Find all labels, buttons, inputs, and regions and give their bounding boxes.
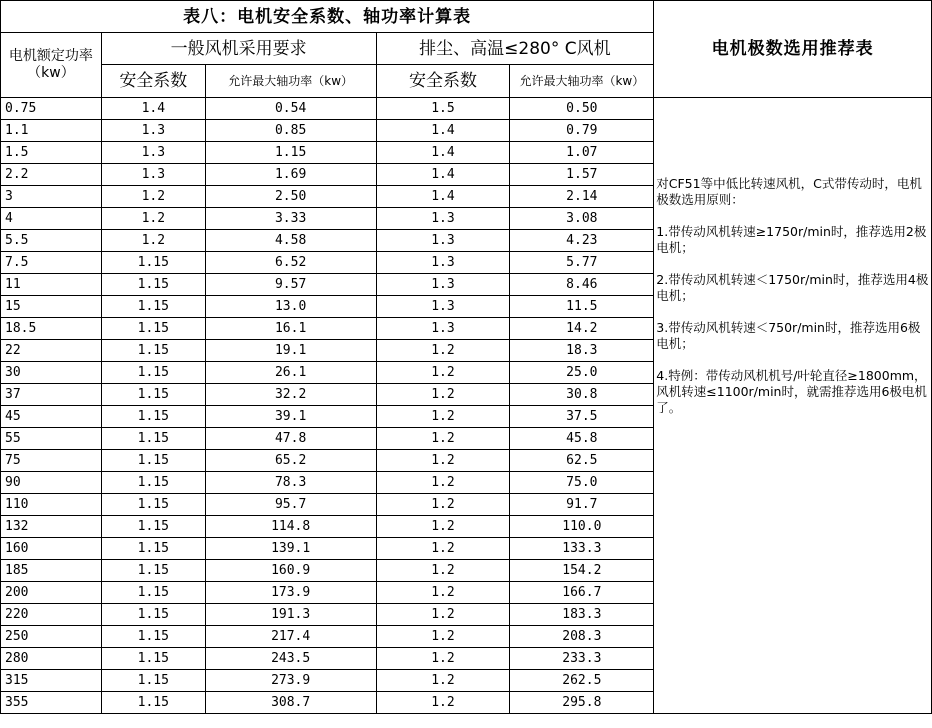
max-shaft-power-general-cell: 114.8: [205, 516, 376, 538]
safety-factor-general-cell: 1.15: [101, 362, 205, 384]
safety-factor-general-cell: 1.15: [101, 648, 205, 670]
max-shaft-power-general-cell: 3.33: [205, 208, 376, 230]
max-shaft-power-exhaust-cell: 5.77: [510, 252, 654, 274]
safety-factor-general-cell: 1.3: [101, 142, 205, 164]
max-shaft-power-exhaust-cell: 208.3: [510, 626, 654, 648]
max-shaft-power-exhaust-cell: 154.2: [510, 560, 654, 582]
safety-factor-exhaust-cell: 1.2: [376, 340, 510, 362]
max-shaft-power-general-cell: 0.85: [205, 120, 376, 142]
safety-factor-general-cell: 1.15: [101, 538, 205, 560]
safety-factor-exhaust-cell: 1.2: [376, 560, 510, 582]
max-shaft-power-general-cell: 9.57: [205, 274, 376, 296]
safety-factor-general-cell: 1.15: [101, 384, 205, 406]
notes-rule-1: 1.带传动风机转速≥1750r/min时，推荐选用2极电机；: [656, 224, 927, 255]
power-cell: 280: [1, 648, 102, 670]
max-shaft-power-general-cell: 39.1: [205, 406, 376, 428]
max-shaft-power-exhaust-cell: 166.7: [510, 582, 654, 604]
power-cell: 355: [1, 692, 102, 714]
power-cell: 3: [1, 186, 102, 208]
max-shaft-power-general-cell: 1.69: [205, 164, 376, 186]
power-cell: 160: [1, 538, 102, 560]
power-cell: 0.75: [1, 98, 102, 120]
safety-factor-exhaust-cell: 1.3: [376, 230, 510, 252]
max-shaft-power-exhaust-cell: 37.5: [510, 406, 654, 428]
power-cell: 11: [1, 274, 102, 296]
max-shaft-power-exhaust-cell: 62.5: [510, 450, 654, 472]
safety-factor-general-cell: 1.2: [101, 186, 205, 208]
max-shaft-power-general-cell: 19.1: [205, 340, 376, 362]
safety-factor-exhaust-cell: 1.2: [376, 494, 510, 516]
safety-factor-exhaust-cell: 1.2: [376, 472, 510, 494]
max-shaft-power-general-cell: 139.1: [205, 538, 376, 560]
safety-factor-general-cell: 1.15: [101, 406, 205, 428]
power-cell: 4: [1, 208, 102, 230]
side-table-title: 电机极数选用推荐表: [654, 1, 932, 98]
safety-factor-exhaust-cell: 1.2: [376, 538, 510, 560]
max-shaft-power-general-cell: 16.1: [205, 318, 376, 340]
safety-factor-general-cell: 1.3: [101, 120, 205, 142]
notes-rule-3: 3.带传动风机转速＜750r/min时，推荐选用6极电机；: [656, 320, 921, 351]
max-shaft-power-exhaust-cell: 1.07: [510, 142, 654, 164]
max-shaft-power-general-cell: 191.3: [205, 604, 376, 626]
power-cell: 15: [1, 296, 102, 318]
safety-factor-exhaust-cell: 1.2: [376, 362, 510, 384]
general-fan-group-header: 一般风机采用要求: [101, 33, 376, 65]
power-cell: 1.5: [1, 142, 102, 164]
max-shaft-power-general-cell: 217.4: [205, 626, 376, 648]
max-shaft-power-exhaust-cell: 183.3: [510, 604, 654, 626]
safety-factor-exhaust-cell: 1.2: [376, 516, 510, 538]
power-cell: 220: [1, 604, 102, 626]
safety-factor-general-cell: 1.15: [101, 252, 205, 274]
max-shaft-power-exhaust-cell: 3.08: [510, 208, 654, 230]
safety-factor-general-cell: 1.3: [101, 164, 205, 186]
max-shaft-power-exhaust-cell: 25.0: [510, 362, 654, 384]
safety-factor-exhaust-cell: 1.4: [376, 164, 510, 186]
power-cell: 110: [1, 494, 102, 516]
safety-factor-general-cell: 1.15: [101, 318, 205, 340]
max-shaft-power-exhaust-cell: 8.46: [510, 274, 654, 296]
max-shaft-power-general-cell: 78.3: [205, 472, 376, 494]
max-shaft-power-general-cell: 95.7: [205, 494, 376, 516]
max-shaft-power-exhaust-cell: 14.2: [510, 318, 654, 340]
safety-factor-exhaust-cell: 1.3: [376, 274, 510, 296]
power-cell: 18.5: [1, 318, 102, 340]
safety-factor-exhaust-cell: 1.3: [376, 252, 510, 274]
safety-factor-exhaust-cell: 1.3: [376, 208, 510, 230]
safety-factor-exhaust-cell: 1.2: [376, 450, 510, 472]
power-cell: 250: [1, 626, 102, 648]
safety-factor-general-cell: 1.15: [101, 604, 205, 626]
power-cell: 5.5: [1, 230, 102, 252]
max-shaft-power-header-general: 允许最大轴功率（kw）: [205, 65, 376, 98]
max-shaft-power-exhaust-cell: 295.8: [510, 692, 654, 714]
safety-factor-exhaust-cell: 1.4: [376, 142, 510, 164]
safety-factor-general-cell: 1.15: [101, 582, 205, 604]
power-cell: 75: [1, 450, 102, 472]
safety-factor-general-cell: 1.15: [101, 626, 205, 648]
max-shaft-power-exhaust-cell: 30.8: [510, 384, 654, 406]
safety-factor-general-cell: 1.15: [101, 296, 205, 318]
max-shaft-power-general-cell: 6.52: [205, 252, 376, 274]
safety-factor-exhaust-cell: 1.3: [376, 318, 510, 340]
max-shaft-power-header-exhaust: 允许最大轴功率（kw）: [510, 65, 654, 98]
max-shaft-power-exhaust-cell: 0.50: [510, 98, 654, 120]
safety-factor-general-cell: 1.2: [101, 230, 205, 252]
safety-factor-general-cell: 1.15: [101, 560, 205, 582]
safety-factor-exhaust-cell: 1.2: [376, 604, 510, 626]
power-cell: 1.1: [1, 120, 102, 142]
safety-factor-general-cell: 1.15: [101, 340, 205, 362]
max-shaft-power-general-cell: 308.7: [205, 692, 376, 714]
notes-intro: 对CF51等中低比转速风机，C式带传动时，电机极数选用原则：: [656, 176, 922, 207]
max-shaft-power-general-cell: 173.9: [205, 582, 376, 604]
max-shaft-power-exhaust-cell: 45.8: [510, 428, 654, 450]
safety-factor-general-cell: 1.15: [101, 494, 205, 516]
max-shaft-power-general-cell: 2.50: [205, 186, 376, 208]
max-shaft-power-general-cell: 26.1: [205, 362, 376, 384]
safety-factor-general-cell: 1.15: [101, 692, 205, 714]
safety-factor-header-general: 安全系数: [101, 65, 205, 98]
safety-factor-exhaust-cell: 1.5: [376, 98, 510, 120]
max-shaft-power-general-cell: 4.58: [205, 230, 376, 252]
safety-factor-exhaust-cell: 1.3: [376, 296, 510, 318]
max-shaft-power-general-cell: 160.9: [205, 560, 376, 582]
safety-factor-general-cell: 1.15: [101, 450, 205, 472]
max-shaft-power-exhaust-cell: 4.23: [510, 230, 654, 252]
safety-factor-general-cell: 1.15: [101, 274, 205, 296]
max-shaft-power-general-cell: 273.9: [205, 670, 376, 692]
power-cell: 90: [1, 472, 102, 494]
table-row: [1, 98, 932, 120]
notes-rule-4: 4.特例：带传动风机机号/叶轮直径≥1800mm，风机转速≤1100r/min时，就需推荐选用6极电机了。: [656, 368, 927, 415]
power-cell: 315: [1, 670, 102, 692]
safety-factor-exhaust-cell: 1.2: [376, 692, 510, 714]
safety-factor-exhaust-cell: 1.2: [376, 626, 510, 648]
max-shaft-power-exhaust-cell: 18.3: [510, 340, 654, 362]
safety-factor-exhaust-cell: 1.2: [376, 428, 510, 450]
exhaust-fan-group-header: 排尘、高温≤280° C风机: [376, 33, 654, 65]
power-cell: 55: [1, 428, 102, 450]
max-shaft-power-general-cell: 1.15: [205, 142, 376, 164]
max-shaft-power-general-cell: 65.2: [205, 450, 376, 472]
max-shaft-power-exhaust-cell: 233.3: [510, 648, 654, 670]
max-shaft-power-exhaust-cell: 133.3: [510, 538, 654, 560]
safety-factor-exhaust-cell: 1.4: [376, 186, 510, 208]
safety-factor-general-cell: 1.15: [101, 428, 205, 450]
max-shaft-power-general-cell: 0.54: [205, 98, 376, 120]
max-shaft-power-general-cell: 32.2: [205, 384, 376, 406]
max-shaft-power-general-cell: 13.0: [205, 296, 376, 318]
power-cell: 22: [1, 340, 102, 362]
safety-factor-exhaust-cell: 1.4: [376, 120, 510, 142]
power-cell: 200: [1, 582, 102, 604]
max-shaft-power-exhaust-cell: 1.57: [510, 164, 654, 186]
power-cell: 45: [1, 406, 102, 428]
safety-factor-general-cell: 1.2: [101, 208, 205, 230]
safety-factor-exhaust-cell: 1.2: [376, 582, 510, 604]
safety-factor-general-cell: 1.4: [101, 98, 205, 120]
max-shaft-power-exhaust-cell: 75.0: [510, 472, 654, 494]
max-shaft-power-exhaust-cell: 11.5: [510, 296, 654, 318]
safety-factor-header-exhaust: 安全系数: [376, 65, 510, 98]
rated-power-header: 电机额定功率（kw）: [1, 33, 102, 98]
safety-factor-exhaust-cell: 1.2: [376, 670, 510, 692]
safety-factor-general-cell: 1.15: [101, 472, 205, 494]
power-cell: 37: [1, 384, 102, 406]
safety-factor-general-cell: 1.15: [101, 670, 205, 692]
max-shaft-power-general-cell: 243.5: [205, 648, 376, 670]
safety-factor-general-cell: 1.15: [101, 516, 205, 538]
power-cell: 185: [1, 560, 102, 582]
power-cell: 30: [1, 362, 102, 384]
max-shaft-power-exhaust-cell: 110.0: [510, 516, 654, 538]
table-title: 表八：电机安全系数、轴功率计算表: [1, 1, 654, 33]
safety-factor-exhaust-cell: 1.2: [376, 384, 510, 406]
max-shaft-power-exhaust-cell: 0.79: [510, 120, 654, 142]
notes-rule-2: 2.带传动风机转速＜1750r/min时，推荐选用4极电机；: [656, 272, 929, 303]
power-cell: 7.5: [1, 252, 102, 274]
power-cell: 132: [1, 516, 102, 538]
max-shaft-power-exhaust-cell: 91.7: [510, 494, 654, 516]
max-shaft-power-exhaust-cell: 262.5: [510, 670, 654, 692]
safety-factor-exhaust-cell: 1.2: [376, 648, 510, 670]
pole-recommendation-notes: [654, 98, 932, 714]
safety-factor-exhaust-cell: 1.2: [376, 406, 510, 428]
power-cell: 2.2: [1, 164, 102, 186]
max-shaft-power-general-cell: 47.8: [205, 428, 376, 450]
max-shaft-power-exhaust-cell: 2.14: [510, 186, 654, 208]
